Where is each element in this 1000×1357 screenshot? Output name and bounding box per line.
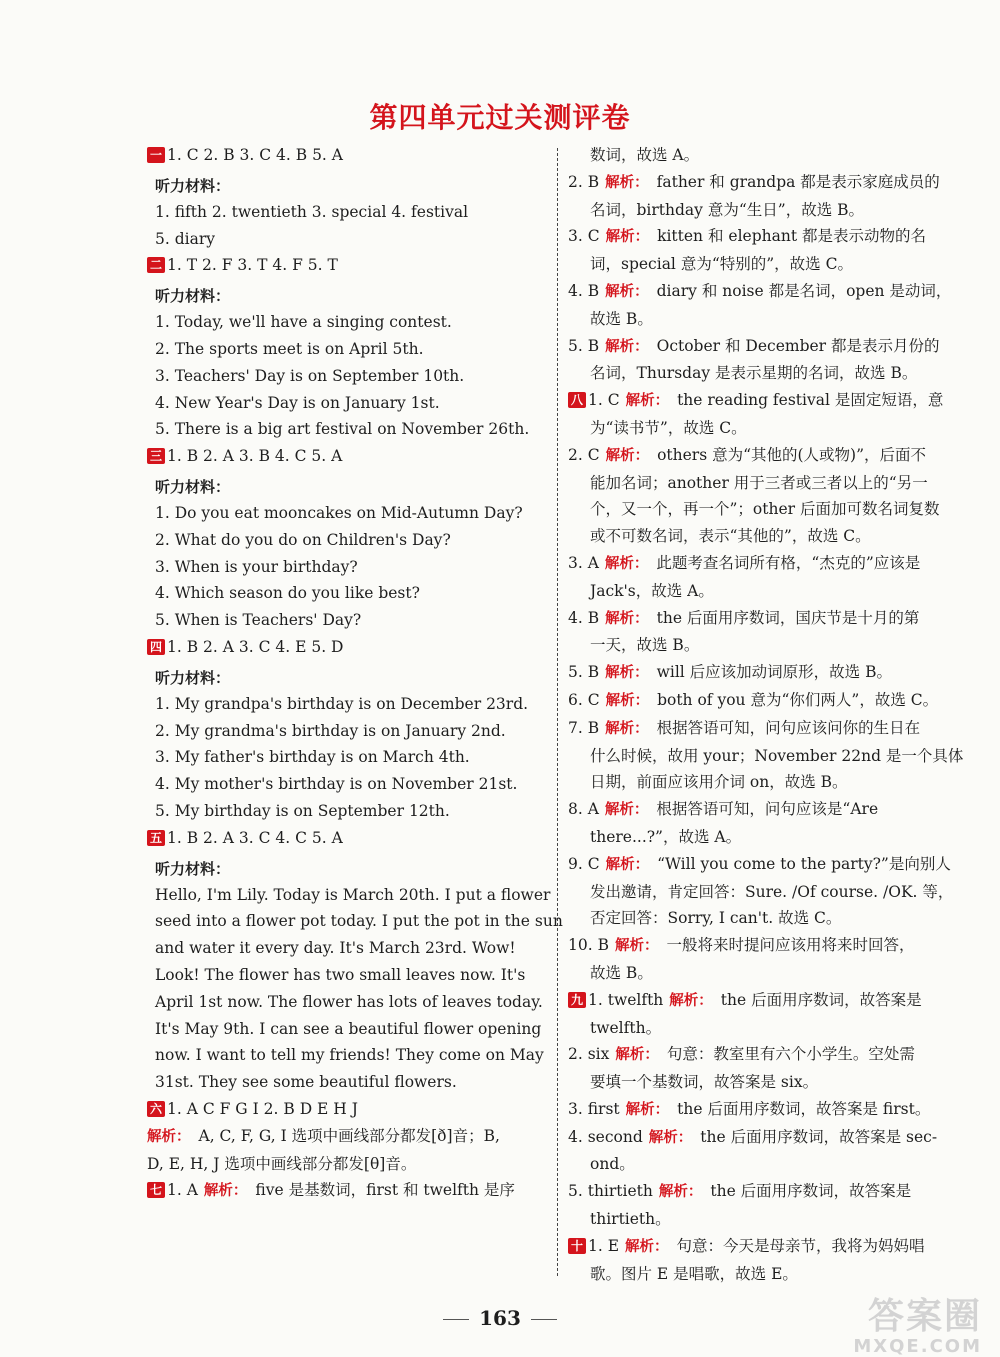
explanation-line bbox=[568, 523, 978, 550]
listening-line: 4. My mother's birthday is on November 21st. bbox=[155, 775, 518, 794]
listening-label: 听力材料： bbox=[155, 859, 231, 878]
answer-number: 1. C bbox=[588, 391, 620, 410]
explanation-line bbox=[568, 197, 978, 224]
listening-label: 听力材料： bbox=[155, 176, 231, 195]
explanation-text: 句意：今天是母亲节，我将为妈妈唱 bbox=[676, 1236, 925, 1255]
explanation-keyword: 解析： bbox=[625, 393, 670, 410]
explanation-line bbox=[568, 1261, 978, 1288]
answer-line bbox=[568, 442, 978, 470]
section-badge: 七 bbox=[147, 1182, 165, 1198]
explanation-text: 故选 B。 bbox=[590, 309, 653, 328]
explanation-keyword: 解析： bbox=[147, 1128, 191, 1145]
answer-number: 2. C bbox=[568, 445, 600, 464]
section-badge: 九 bbox=[568, 992, 586, 1008]
section-2-answers: 二 1. T 2. F 3. T 4. F 5. T bbox=[147, 252, 552, 279]
listening-line: 4. Which season do you like best? bbox=[155, 584, 420, 603]
answer-line bbox=[568, 1096, 978, 1124]
answer-line bbox=[568, 169, 978, 197]
listening-line: 1. Do you eat mooncakes on Mid-Autumn Day? bbox=[155, 503, 523, 522]
explanation-line bbox=[568, 824, 978, 851]
explanation-text: “Will you come to the party?”是向别人 bbox=[657, 854, 951, 873]
answer-line bbox=[568, 715, 978, 743]
explanation-keyword: 解析： bbox=[605, 447, 650, 464]
answer-number: 9. C bbox=[568, 854, 600, 873]
explanation-keyword: 解析： bbox=[658, 1184, 703, 1201]
explanation-keyword: 解析： bbox=[604, 555, 649, 572]
answer-line bbox=[568, 987, 978, 1015]
section-badge: 二 bbox=[147, 257, 165, 273]
explanation-text: 或不可数名词，表示“其他的”，故选 C。 bbox=[590, 527, 871, 546]
explanation-text: both of you 意为“你们两人”，故选 C。 bbox=[657, 690, 939, 709]
explanation-text: ond。 bbox=[590, 1155, 635, 1174]
answer-number: 7. B bbox=[568, 718, 600, 737]
explanation-text: 名词，birthday 意为“生日”，故选 B。 bbox=[590, 200, 865, 219]
explanation-keyword: 解析： bbox=[605, 610, 649, 627]
explanation-text: 数词，故选 A。 bbox=[590, 146, 700, 164]
explanation-line bbox=[568, 142, 978, 169]
listening-line: 5. There is a big art festival on November 26th. bbox=[155, 420, 530, 439]
answer-number: 1. E bbox=[588, 1236, 620, 1255]
explanation-text: there...?”，故选 A。 bbox=[590, 827, 742, 846]
explanation-text: 歌。图片 E 是唱歌，故选 E。 bbox=[590, 1264, 798, 1283]
section-badge: 四 bbox=[147, 639, 165, 655]
explanation-line bbox=[568, 879, 978, 906]
explanation-text: 一天，故选 B。 bbox=[590, 636, 700, 655]
explanation-text: the 后面用序数词，故答案是 bbox=[710, 1182, 912, 1201]
answer-number: 10. B bbox=[568, 936, 609, 955]
listening-line: 2. What do you do on Children's Day? bbox=[155, 530, 451, 549]
dash-left bbox=[443, 1319, 469, 1320]
answer-number: 5. B bbox=[568, 336, 600, 355]
explanation-text: 什么时候，故用 your；November 22nd 是一个具体 bbox=[590, 746, 964, 765]
explanation-text: thirtieth。 bbox=[590, 1210, 671, 1229]
answer-line bbox=[568, 1233, 978, 1261]
explanation-keyword: 解析： bbox=[605, 692, 650, 709]
explanation-line bbox=[568, 960, 978, 987]
explanation-text: the reading festival 是固定短语，意 bbox=[677, 391, 944, 410]
section-5-answers: 五 1. B 2. A 3. C 4. C 5. A bbox=[147, 825, 552, 852]
explanation-line bbox=[568, 251, 978, 278]
explanation-line bbox=[568, 1069, 978, 1096]
explanation-text: 句意：教室里有六个小学生。空处需 bbox=[666, 1045, 915, 1064]
answer-line bbox=[568, 550, 978, 578]
answer-line bbox=[568, 387, 978, 415]
explanation-keyword: 解析： bbox=[605, 174, 649, 191]
listening-label: 听力材料： bbox=[155, 668, 231, 687]
explanation-keyword: 解析： bbox=[604, 802, 649, 819]
explanation-line bbox=[568, 1015, 978, 1042]
answer-number: 3. C bbox=[568, 227, 600, 246]
listening-line: 1. fifth 2. twentieth 3. special 4. festival bbox=[155, 202, 469, 221]
passage-line: now. I want to tell my friends! They come on May bbox=[155, 1046, 544, 1065]
explanation-text: diary 和 noise 都是名词，open 是动词， bbox=[656, 281, 952, 300]
answer-line bbox=[568, 278, 978, 306]
explanation-line: D, E, H, J 选项中画线部分都发[θ]音。 bbox=[147, 1154, 417, 1173]
answer-line bbox=[568, 605, 978, 633]
answer-line bbox=[568, 333, 978, 361]
passage-line: Hello, I'm Lily. Today is March 20th. I put a flower bbox=[155, 885, 551, 904]
explanation-text: father 和 grandpa 都是表示家庭成员的 bbox=[656, 172, 940, 191]
explanation-text: the 后面用序数词，故答案是 first。 bbox=[677, 1099, 931, 1118]
listening-label: 听力材料： bbox=[155, 287, 231, 306]
explanation-text: 根据答语可知，问句应该是“Are bbox=[656, 800, 879, 819]
explanation-text: Jack's，故选 A。 bbox=[590, 581, 714, 600]
explanation-keyword: 解析： bbox=[625, 1238, 669, 1255]
explanation-text: October 和 December 都是表示月份的 bbox=[656, 336, 940, 355]
explanation-keyword: 解析： bbox=[605, 720, 649, 737]
explanation-keyword: 解析： bbox=[605, 229, 650, 246]
explanation-keyword: 解析： bbox=[614, 938, 659, 955]
section-badge: 一 bbox=[147, 147, 165, 163]
passage-line: seed into a flower pot today. I put the pot in the sun bbox=[155, 912, 563, 931]
listening-label: 听力材料： bbox=[155, 477, 231, 496]
dash-right bbox=[531, 1319, 557, 1320]
listening-line: 3. When is your birthday? bbox=[155, 557, 358, 576]
explanation-text: will 后应该加动词原形，故选 B。 bbox=[656, 663, 892, 682]
answer-number: 1. twelfth bbox=[588, 990, 664, 1009]
explanation-line bbox=[568, 470, 978, 497]
answer-line bbox=[568, 659, 978, 687]
explanation-line bbox=[568, 306, 978, 333]
explanation-text: 要填一个基数词，故答案是 six。 bbox=[590, 1073, 819, 1092]
explanation-text: the 后面用序数词，国庆节是十月的第 bbox=[656, 608, 920, 627]
answer-number: 2. B bbox=[568, 172, 600, 191]
passage-line: 31st. They see some beautiful flowers. bbox=[155, 1073, 457, 1092]
explanation-line bbox=[568, 769, 978, 796]
explanation-keyword: 解析： bbox=[203, 1183, 248, 1200]
passage-line: Look! The flower has two small leaves now. It's bbox=[155, 965, 526, 984]
explanation-line bbox=[568, 632, 978, 659]
answer-line bbox=[568, 796, 978, 824]
answer-line bbox=[568, 851, 978, 879]
passage-line: April 1st now. The flower has lots of leaves today. bbox=[155, 992, 543, 1011]
section-badge: 三 bbox=[147, 448, 165, 464]
answer-number: 5. B bbox=[568, 663, 600, 682]
column-divider bbox=[557, 148, 558, 1276]
explanation-keyword: 解析： bbox=[605, 338, 649, 355]
listening-line: 2. My grandma's birthday is on January 2nd. bbox=[155, 721, 506, 740]
section-7-answer: 七 1. A 解析： five 是基数词，first 和 twelfth 是序 bbox=[147, 1177, 552, 1205]
listening-line: 3. My father's birthday is on March 4th. bbox=[155, 748, 470, 767]
explanation-line bbox=[568, 360, 978, 387]
explanation-keyword: 解析： bbox=[605, 856, 650, 873]
right-column bbox=[568, 142, 978, 1287]
answer-line bbox=[568, 687, 978, 715]
explanation-text: the 后面用序数词，故答案是 bbox=[720, 990, 922, 1009]
page-number: 163 bbox=[0, 1306, 1000, 1330]
explanation-keyword: 解析： bbox=[605, 665, 649, 682]
section-4-answers: 四 1. B 2. A 3. C 4. E 5. D bbox=[147, 634, 552, 661]
explanation-text: 故选 B。 bbox=[590, 963, 653, 982]
explanation-line bbox=[568, 415, 978, 442]
explanation-text: others 意为“其他的(人或物)”，后面不 bbox=[657, 445, 927, 464]
listening-line: 5. When is Teachers' Day? bbox=[155, 611, 362, 630]
section-badge: 六 bbox=[147, 1101, 165, 1117]
explanation-text: kitten 和 elephant 都是表示动物的名 bbox=[657, 227, 926, 246]
passage-line: It's May 9th. I can see a beautiful flower opening bbox=[155, 1019, 542, 1038]
section-badge: 十 bbox=[568, 1238, 586, 1254]
answer-number: 6. C bbox=[568, 690, 600, 709]
explanation-text: 否定回答：Sorry, I can't. 故选 C。 bbox=[590, 909, 842, 928]
explanation-line bbox=[568, 578, 978, 605]
page-title: 第四单元过关测评卷 bbox=[369, 101, 631, 134]
listening-line: 5. diary bbox=[155, 229, 216, 248]
answer-line bbox=[568, 1041, 978, 1069]
section-3-answers: 三 1. B 2. A 3. B 4. C 5. A bbox=[147, 443, 552, 470]
explanation-text: 名词，Thursday 是表示星期的名词，故选 B。 bbox=[590, 364, 918, 383]
explanation-line: 解析： A, C, F, G, I 选项中画线部分都发[ð]音；B, bbox=[147, 1126, 500, 1145]
explanation-text: 此题考查名词所有格，“杰克的”应该是 bbox=[656, 553, 921, 572]
explanation-line bbox=[568, 1206, 978, 1233]
answer-number: 8. A bbox=[568, 800, 599, 819]
explanation-text: 能加名词；another 用于三者或三者以上的“另一 bbox=[590, 473, 928, 492]
answer-line bbox=[568, 223, 978, 251]
explanation-keyword: 解析： bbox=[669, 992, 713, 1009]
explanation-text: 为“读书节”，故选 C。 bbox=[590, 418, 747, 437]
listening-line: 2. The sports meet is on April 5th. bbox=[155, 339, 424, 358]
explanation-text: twelfth。 bbox=[590, 1018, 662, 1037]
section-badge: 五 bbox=[147, 830, 165, 846]
answer-number: 4. B bbox=[568, 281, 600, 300]
explanation-line bbox=[568, 1151, 978, 1178]
explanation-text: the 后面用序数词，故答案是 sec- bbox=[700, 1127, 938, 1146]
section-1-answers: 一 1. C 2. B 3. C 4. B 5. A bbox=[147, 142, 552, 169]
explanation-line bbox=[568, 905, 978, 932]
explanation-keyword: 解析： bbox=[625, 1101, 670, 1118]
answer-line bbox=[568, 1124, 978, 1152]
explanation-text: 日期，前面应该用介词 on，故选 B。 bbox=[590, 773, 848, 792]
answer-number: 4. B bbox=[568, 608, 600, 627]
explanation-text: 发出邀请，肯定回答：Sure. /Of course. /OK. 等， bbox=[590, 882, 954, 901]
answer-number: 5. thirtieth bbox=[568, 1182, 653, 1201]
answer-line bbox=[568, 1178, 978, 1206]
listening-line: 3. Teachers' Day is on September 10th. bbox=[155, 366, 465, 385]
explanation-text: 个，又一个，再一个”；other 后面加可数名词复数 bbox=[590, 500, 940, 519]
explanation-line bbox=[568, 743, 978, 770]
explanation-text: 根据答语可知，问句应该问你的生日在 bbox=[656, 718, 921, 737]
left-column bbox=[147, 142, 563, 1205]
listening-line: 5. My birthday is on September 12th. bbox=[155, 801, 450, 820]
explanation-text: 一般将来时提问应该用将来时回答， bbox=[666, 936, 915, 955]
explanation-line bbox=[568, 496, 978, 523]
section-6-answers: 六 1. A C F G I 2. B D E H J bbox=[147, 1096, 552, 1123]
answer-number: 3. A bbox=[568, 553, 599, 572]
explanation-text: 词，special 意为“特别的”，故选 C。 bbox=[590, 255, 853, 274]
listening-line: 4. New Year's Day is on January 1st. bbox=[155, 393, 440, 412]
explanation-keyword: 解析： bbox=[605, 283, 649, 300]
answer-number: 4. second bbox=[568, 1127, 643, 1146]
answer-line bbox=[568, 932, 978, 960]
answer-number: 2. six bbox=[568, 1045, 610, 1064]
explanation-keyword: 解析： bbox=[648, 1129, 693, 1146]
passage-line: and water it every day. It's March 23rd. Wow! bbox=[155, 939, 516, 958]
explanation-keyword: 解析： bbox=[615, 1047, 659, 1064]
listening-line: 1. Today, we'll have a singing contest. bbox=[155, 313, 452, 332]
watermark-logo: 答案圈 MXQE.COM bbox=[853, 1296, 982, 1357]
section-badge: 八 bbox=[568, 392, 586, 408]
listening-line: 1. My grandpa's birthday is on December 23rd. bbox=[155, 694, 529, 713]
answer-number: 3. first bbox=[568, 1099, 620, 1118]
